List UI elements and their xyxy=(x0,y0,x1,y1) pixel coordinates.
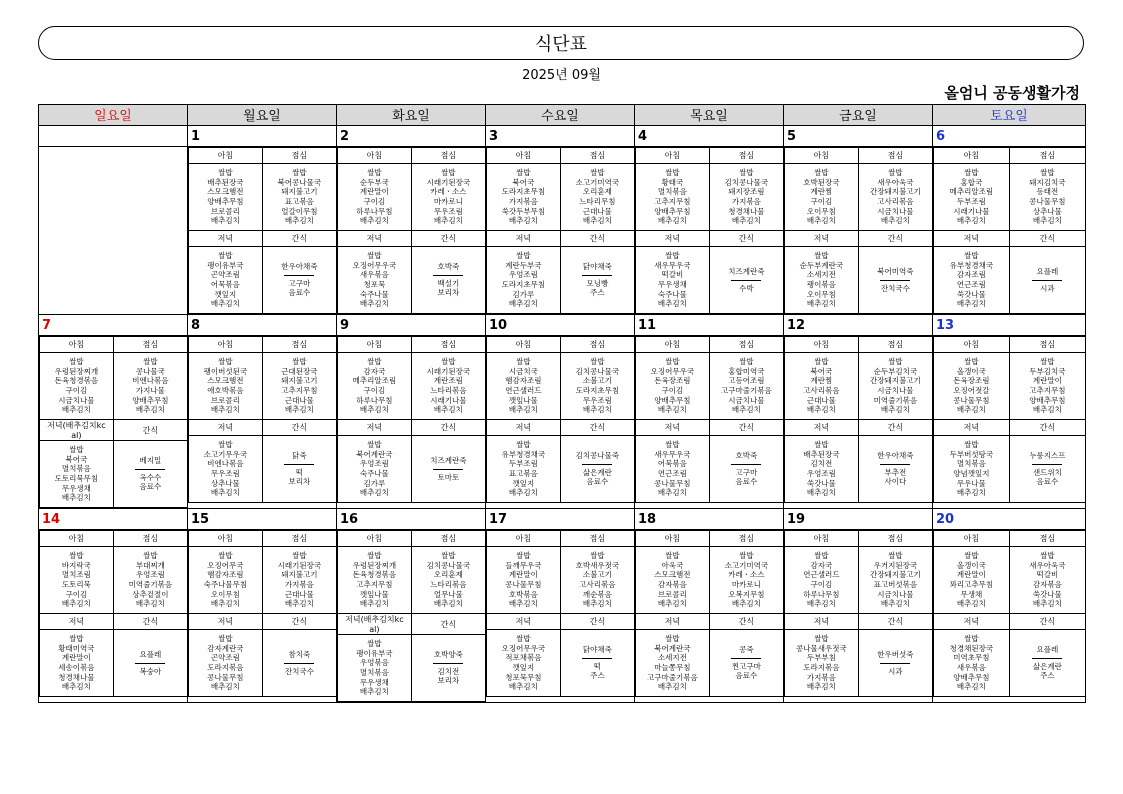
day-menu xyxy=(635,336,784,509)
lunch-menu: 쌀밥 호박새우젓국 소불고기 고사리볶음 깨순볶음 배추김치 xyxy=(560,547,634,614)
date-number: 3 xyxy=(486,126,635,147)
meal-label: 점심 xyxy=(560,531,634,547)
breakfast-menu: 쌀밥 홍합국 메추리알조림 두부조림 시래기나물 배추김치 xyxy=(934,164,1010,231)
meal-label: 간식 xyxy=(560,614,634,630)
meal-label: 저녁 xyxy=(189,231,263,247)
date-number: 6 xyxy=(933,126,1086,147)
meal-label: 아침 xyxy=(189,531,263,547)
meal-label: 아침 xyxy=(785,337,859,353)
meal-label: 간식 xyxy=(262,420,336,436)
snack-menu: 호박양죽 김치전 보리차 xyxy=(411,635,485,702)
meal-label: 점심 xyxy=(1009,148,1085,164)
lunch-menu: 쌀밥 새우아욱국 떡갈비 감자볶음 쑥갓나물 배추김치 xyxy=(1009,547,1085,614)
lunch-menu: 쌀밥 시래기된장국 카레ㆍ소스 마카로니 무우조림 배추김치 xyxy=(411,164,485,231)
day-menu xyxy=(39,147,188,315)
meal-label: 아침 xyxy=(636,531,710,547)
lunch-menu: 쌀밥 새우아욱국 간장돼지불고기 고사리볶음 시금치나물 배추김치 xyxy=(858,164,932,231)
meal-label: 점심 xyxy=(858,337,932,353)
meal-label: 저녁 xyxy=(934,420,1010,436)
date-number: 12 xyxy=(784,315,933,336)
meal-label: 아침 xyxy=(934,531,1010,547)
month-label: 2025년 09월 xyxy=(522,68,601,83)
dinner-menu: 쌀밥 황태미역국 계란말이 세송이볶음 청경채나물 배추김치 xyxy=(40,630,114,697)
meal-label: 저녁(배추김치kc al) xyxy=(40,420,114,441)
dinner-menu: 쌀밥 북어계란국 소세지전 마늘쫑무침 고구마줄기볶음 배추김치 xyxy=(636,630,710,697)
weekday-header: 목요일 xyxy=(635,105,784,126)
weekday-header: 일요일 xyxy=(39,105,188,126)
breakfast-menu: 쌀밥 호박된장국 계란찜 구이김 오이무침 배추김치 xyxy=(785,164,859,231)
meal-label: 간식 xyxy=(262,614,336,630)
lunch-menu: 쌀밥 북어콩나물국 돼지불고기 표고볶음 얼갈이무침 배추김치 xyxy=(262,164,336,231)
dinner-menu: 쌀밥 북어계란국 우엉조림 숙주나물 김가루 배추김치 xyxy=(338,436,412,503)
meal-label: 저녁 xyxy=(785,231,859,247)
meal-label: 아침 xyxy=(785,531,859,547)
breakfast-menu: 쌀밥 시금치국 햄감자조림 연근샐러드 깻잎나물 배추김치 xyxy=(487,353,561,420)
meal-label: 점심 xyxy=(411,148,485,164)
day-menu xyxy=(933,147,1086,315)
meal-label: 저녁 xyxy=(785,614,859,630)
meal-label: 간식 xyxy=(1009,614,1085,630)
meal-label: 점심 xyxy=(411,337,485,353)
meal-calendar xyxy=(38,104,1086,703)
meal-label: 점심 xyxy=(709,531,783,547)
dinner-menu: 쌀밥 두부버섯탕국 멸치볶음 양념깻잎지 무우나물 배추김치 xyxy=(934,436,1010,503)
snack-menu: 김치콩나물죽 삶은계란 음료수 xyxy=(560,436,634,503)
meal-label: 아침 xyxy=(636,337,710,353)
snack-menu: 콩죽 찐고구마 음료수 xyxy=(709,630,783,697)
meal-label: 간식 xyxy=(262,231,336,247)
breakfast-menu: 쌀밥 우렁된장찌개 돈육청경볶음 고추지무침 깻잎나물 배추김치 xyxy=(338,547,412,614)
meal-label: 점심 xyxy=(113,531,187,547)
meal-label: 아침 xyxy=(636,148,710,164)
lunch-menu: 쌀밥 김치콩나물국 돼지장조림 가지볶음 청경채나물 배추김치 xyxy=(709,164,783,231)
snack-menu: 닭야채죽 모닝빵 주스 xyxy=(560,247,634,314)
meal-label: 간식 xyxy=(1009,231,1085,247)
date-number xyxy=(39,126,188,147)
meal-label: 아침 xyxy=(487,148,561,164)
lunch-menu: 쌀밥 우거지된장국 간장돼지불고기 표고버섯볶음 시금치나물 배추김치 xyxy=(858,547,932,614)
dinner-menu: 쌀밥 새우무우국 어묵볶음 연근조림 콩나물무침 배추김치 xyxy=(636,436,710,503)
breakfast-menu: 쌀밥 들깨무우국 계란말이 콩나물무침 호박볶음 배추김치 xyxy=(487,547,561,614)
breakfast-menu: 쌀밥 배추된장국 스모크햄전 양배추무침 브로콜리 배추김치 xyxy=(189,164,263,231)
meal-label: 점심 xyxy=(1009,337,1085,353)
day-menu xyxy=(486,336,635,509)
day-menu xyxy=(188,147,337,315)
lunch-menu: 쌀밥 부대찌개 우엉조림 미역줄기볶음 상추겉절이 배추김치 xyxy=(113,547,187,614)
snack-menu: 한우아채죽 고구마 음료수 xyxy=(262,247,336,314)
snack-menu: 베지밀 옥수수 음료수 xyxy=(113,441,187,508)
lunch-menu: 쌀밥 시래기된장국 돼지불고기 가지볶음 근대나물 배추김치 xyxy=(262,547,336,614)
date-number: 1 xyxy=(188,126,337,147)
meal-label: 점심 xyxy=(411,531,485,547)
snack-menu: 누룽지스프 샌드위치 음료수 xyxy=(1009,436,1085,503)
snack-menu: 요플레 복숭아 xyxy=(113,630,187,697)
date-number: 18 xyxy=(635,509,784,530)
breakfast-menu: 쌀밥 북어국 도라지초무침 가지볶음 쑥갓두부무침 배추김치 xyxy=(487,164,561,231)
organization-name: 올엄니 공동생활가정 xyxy=(944,84,1080,102)
meal-label: 점심 xyxy=(709,337,783,353)
meal-label: 간식 xyxy=(858,614,932,630)
meal-label: 점심 xyxy=(262,148,336,164)
meal-label: 저녁 xyxy=(189,420,263,436)
meal-label: 아침 xyxy=(338,337,412,353)
day-menu xyxy=(635,147,784,315)
breakfast-menu: 쌀밥 올갱이국 계란말이 꽈리고추무침 무생채 배추김치 xyxy=(934,547,1010,614)
snack-menu: 닭야채죽 떡 주스 xyxy=(560,630,634,697)
meal-label: 아침 xyxy=(40,531,114,547)
meal-label: 저녁 xyxy=(487,614,561,630)
meal-label: 저녁 xyxy=(40,614,114,630)
breakfast-menu: 쌀밥 순두부국 계란말이 구이김 하루나무침 배추김치 xyxy=(338,164,412,231)
day-menu xyxy=(933,336,1086,509)
meal-label: 아침 xyxy=(189,148,263,164)
meal-label: 저녁 xyxy=(487,420,561,436)
meal-label: 저녁 xyxy=(487,231,561,247)
meal-label: 점심 xyxy=(262,531,336,547)
day-menu xyxy=(486,147,635,315)
meal-label: 점심 xyxy=(1009,531,1085,547)
dinner-menu: 쌀밥 북어국 멸치볶음 도토리묵무침 무우생채 배추김치 xyxy=(40,441,114,508)
lunch-menu: 쌀밥 홍합미역국 고등어조림 고구마줄기볶음 시금치나물 배추김치 xyxy=(709,353,783,420)
meal-label: 간식 xyxy=(858,231,932,247)
meal-label: 점심 xyxy=(560,148,634,164)
breakfast-menu: 쌀밥 바지락국 멸치조림 도토리묵 구이김 배추김치 xyxy=(40,547,114,614)
snack-menu: 북어미역죽 잔치국수 xyxy=(858,247,932,314)
lunch-menu: 쌀밥 소고기미역국 오리훈제 느타리무침 근대나물 배추김치 xyxy=(560,164,634,231)
snack-menu: 호박죽 고구마 음료수 xyxy=(709,436,783,503)
breakfast-menu: 쌀밥 오징어무우국 돈육장조림 구이김 양배추무침 배추김치 xyxy=(636,353,710,420)
meal-label: 간식 xyxy=(411,231,485,247)
weekday-header: 화요일 xyxy=(337,105,486,126)
snack-menu: 요플레 삶은계란 주스 xyxy=(1009,630,1085,697)
weekday-header: 수요일 xyxy=(486,105,635,126)
date-number: 5 xyxy=(784,126,933,147)
dinner-menu: 쌀밥 감자계란국 곤약조림 도라지볶음 콩나물무침 배추김치 xyxy=(189,630,263,697)
date-number: 10 xyxy=(486,315,635,336)
dinner-menu: 쌀밥 오징어무우국 새우볶음 청포묵 숙주나물 배추김치 xyxy=(338,247,412,314)
meal-label: 간식 xyxy=(709,231,783,247)
meal-label: 간식 xyxy=(709,614,783,630)
breakfast-menu: 쌀밥 감자국 연근샐러드 구이김 하루나무침 배추김치 xyxy=(785,547,859,614)
snack-menu: 한우아채죽 부추전 사이다 xyxy=(858,436,932,503)
date-number: 4 xyxy=(635,126,784,147)
lunch-menu: 쌀밥 김치콩나물국 소불고기 도라지초무침 무우조림 배추김치 xyxy=(560,353,634,420)
meal-label: 점심 xyxy=(113,337,187,353)
breakfast-menu: 쌀밥 감자국 메추리알조림 구이김 하루나무침 배추김치 xyxy=(338,353,412,420)
lunch-menu: 쌀밥 순두부김치국 간장돼지불고기 시금치나물 미역줄기볶음 배추김치 xyxy=(858,353,932,420)
day-menu xyxy=(784,530,933,703)
page-title: 식단표 xyxy=(38,26,1084,60)
meal-label: 간식 xyxy=(411,420,485,436)
meal-label: 저녁 xyxy=(636,231,710,247)
day-menu xyxy=(933,530,1086,703)
meal-label: 아침 xyxy=(338,531,412,547)
snack-menu: 참치죽 잔치국수 xyxy=(262,630,336,697)
day-menu xyxy=(39,336,188,509)
meal-label: 간식 xyxy=(858,420,932,436)
meal-label: 간식 xyxy=(411,614,485,635)
breakfast-menu: 쌀밥 황태국 멸치볶음 고추지무침 양배추무침 배추김치 xyxy=(636,164,710,231)
meal-label: 아침 xyxy=(487,531,561,547)
dinner-menu: 쌀밥 유부청경채국 감자조림 연근조림 쑥갓나물 배추김치 xyxy=(934,247,1010,314)
date-number: 2 xyxy=(337,126,486,147)
day-menu xyxy=(784,336,933,509)
snack-menu: 호박죽 백설기 보리차 xyxy=(411,247,485,314)
meal-label: 간식 xyxy=(709,420,783,436)
date-number: 8 xyxy=(188,315,337,336)
lunch-menu: 쌀밥 소고기미역국 카레ㆍ소스 마카로니 오복지무침 배추김치 xyxy=(709,547,783,614)
snack-menu: 치즈계란죽 토마토 xyxy=(411,436,485,503)
lunch-menu: 쌀밥 시래기된장국 계란조림 느타리볶음 시래기나물 배추김치 xyxy=(411,353,485,420)
date-number: 11 xyxy=(635,315,784,336)
snack-menu: 닭죽 떡 보리차 xyxy=(262,436,336,503)
meal-label: 점심 xyxy=(858,531,932,547)
day-menu xyxy=(635,530,784,703)
meal-label: 점심 xyxy=(858,148,932,164)
meal-label: 저녁 xyxy=(934,231,1010,247)
day-menu xyxy=(337,530,486,703)
meal-label: 저녁 xyxy=(636,420,710,436)
day-menu xyxy=(188,336,337,509)
meal-label: 아침 xyxy=(934,148,1010,164)
weekday-header: 금요일 xyxy=(784,105,933,126)
meal-label: 간식 xyxy=(113,614,187,630)
meal-label: 점심 xyxy=(560,337,634,353)
meal-label: 간식 xyxy=(560,420,634,436)
dinner-menu: 쌀밥 유부청경채국 두부조림 표고볶음 깻잎지 배추김치 xyxy=(487,436,561,503)
meal-label: 저녁 xyxy=(189,614,263,630)
dinner-menu: 쌀밥 소고기무우국 비엔나볶음 무우조림 상추나물 배추김치 xyxy=(189,436,263,503)
dinner-menu: 쌀밥 새우무우국 떡갈비 무우생채 숙주나물 배추김치 xyxy=(636,247,710,314)
meal-label: 점심 xyxy=(709,148,783,164)
day-menu xyxy=(39,530,188,703)
date-number: 20 xyxy=(933,509,1086,530)
lunch-menu: 쌀밥 돼지김치국 동태전 콩나물무침 상추나물 배추김치 xyxy=(1009,164,1085,231)
meal-label: 아침 xyxy=(189,337,263,353)
lunch-menu: 쌀밥 근대된장국 돼지불고기 고추지무침 근대나물 배추김치 xyxy=(262,353,336,420)
meal-label: 아침 xyxy=(487,337,561,353)
breakfast-menu: 쌀밥 우렁된장찌개 돈육청경볶음 구이김 시금치나물 배추김치 xyxy=(40,353,114,420)
date-number: 15 xyxy=(188,509,337,530)
snack-menu: 한우버섯죽 시과 xyxy=(858,630,932,697)
snack-menu: 치즈계란죽 수박 xyxy=(709,247,783,314)
meal-label: 저녁 xyxy=(338,420,412,436)
meal-label: 저녁(배추김치kc al) xyxy=(338,614,412,635)
date-number: 7 xyxy=(39,315,188,336)
dinner-menu: 쌀밥 콩나물새우젓국 두부부침 도라지볶음 가지볶음 배추김치 xyxy=(785,630,859,697)
meal-label: 점심 xyxy=(262,337,336,353)
meal-label: 간식 xyxy=(1009,420,1085,436)
date-number: 19 xyxy=(784,509,933,530)
dinner-menu: 쌀밥 계란두부국 우엉조림 도라지초무침 김가루 배추김치 xyxy=(487,247,561,314)
meal-label: 저녁 xyxy=(338,231,412,247)
day-menu xyxy=(188,530,337,703)
day-menu xyxy=(486,530,635,703)
meal-label: 간식 xyxy=(560,231,634,247)
weekday-header: 토요일 xyxy=(933,105,1086,126)
meal-label: 저녁 xyxy=(636,614,710,630)
dinner-menu: 쌀밥 청경채된장국 미역초무침 새우볶음 양배추무침 배추김치 xyxy=(934,630,1010,697)
lunch-menu: 쌀밥 두부김치국 계란말이 고추지무침 양배추무침 배추김치 xyxy=(1009,353,1085,420)
dinner-menu: 쌀밥 배추된장국 김치전 우엉조림 쑥갓나물 배추김치 xyxy=(785,436,859,503)
dinner-menu: 쌀밥 팽이유부국 우엉볶음 멸치볶음 무우생채 배추김치 xyxy=(338,635,412,702)
lunch-menu: 쌀밥 김치콩나물국 오리훈제 느타리볶음 얼무나물 배추김치 xyxy=(411,547,485,614)
meal-label: 아침 xyxy=(785,148,859,164)
snack-menu: 요플레 시과 xyxy=(1009,247,1085,314)
breakfast-menu: 쌀밥 북어국 계란찜 고사리볶음 근대나물 배추김치 xyxy=(785,353,859,420)
date-number: 9 xyxy=(337,315,486,336)
meal-label: 아침 xyxy=(934,337,1010,353)
dinner-menu: 쌀밥 오징어무우국 적포채볶음 깻잎지 청포묵무침 배추김치 xyxy=(487,630,561,697)
dinner-menu: 쌀밥 순두부계란국 소세지전 팽이볶음 오이무침 배추김치 xyxy=(785,247,859,314)
date-number: 13 xyxy=(933,315,1086,336)
breakfast-menu: 쌀밥 팽이버섯된국 스모크햄전 애호박볶음 브로콜리 배추김치 xyxy=(189,353,263,420)
meal-label: 아침 xyxy=(40,337,114,353)
meal-label: 간식 xyxy=(113,420,187,441)
breakfast-menu: 쌀밥 올갱이국 돈육장조림 오징어젓갈 콩나물무침 배추김치 xyxy=(934,353,1010,420)
date-number: 16 xyxy=(337,509,486,530)
meal-label: 저녁 xyxy=(785,420,859,436)
meal-label: 저녁 xyxy=(934,614,1010,630)
day-menu xyxy=(784,147,933,315)
date-number: 14 xyxy=(39,509,188,530)
dinner-menu: 쌀밥 팽이유부국 곤약조림 어묵볶음 깻잎지 배추김치 xyxy=(189,247,263,314)
day-menu xyxy=(337,336,486,509)
breakfast-menu: 쌀밥 아욱국 스모크햄전 감자볶음 브로콜리 배추김치 xyxy=(636,547,710,614)
breakfast-menu: 쌀밥 오징어무국 햄감자조림 숙주나물무침 오이무침 배추김치 xyxy=(189,547,263,614)
meal-label: 아침 xyxy=(338,148,412,164)
date-number: 17 xyxy=(486,509,635,530)
lunch-menu: 쌀밥 콩나물국 비엔나볶음 가지나물 양배추무침 배추김치 xyxy=(113,353,187,420)
weekday-header: 월요일 xyxy=(188,105,337,126)
day-menu xyxy=(337,147,486,315)
